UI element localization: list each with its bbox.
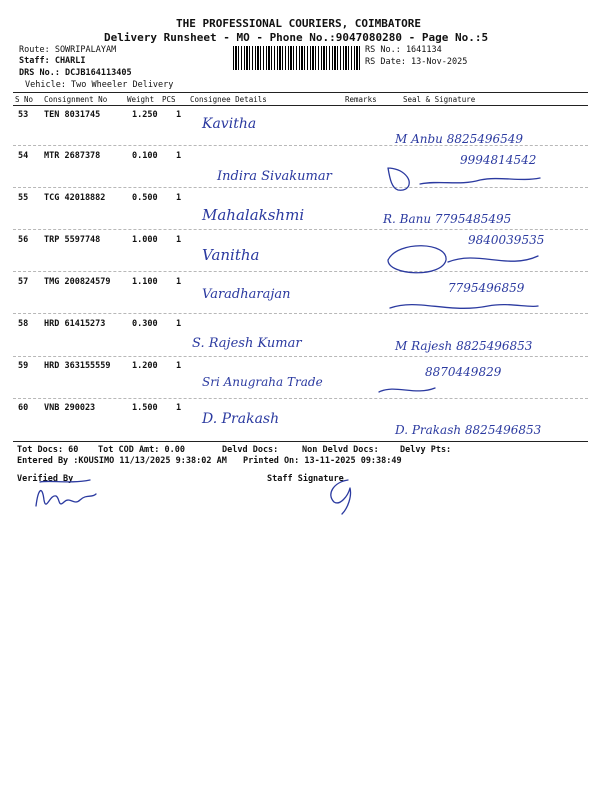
svg-text:7795496859: 7795496859 — [448, 281, 525, 295]
handwriting-seal-59 — [375, 362, 575, 398]
row-pcs: 1 — [176, 277, 182, 287]
col-consignee: Consignee Details — [190, 95, 267, 104]
svg-text:9840039535: 9840039535 — [468, 233, 545, 247]
svg-text:D. Prakash 8825496853: D. Prakash 8825496853 — [395, 423, 542, 437]
staff-label: Staff: CHARLI — [19, 56, 86, 66]
row-consignment: TMG 200824579 — [44, 277, 111, 287]
handwriting-consignee-57 — [200, 280, 320, 308]
row-weight: 0.300 — [132, 319, 158, 329]
row-sno: 54 — [18, 151, 29, 161]
row-consignment: MTR 2687378 — [44, 151, 101, 161]
header-rule-top — [13, 92, 588, 93]
row-weight: 0.100 — [132, 151, 158, 161]
staff-signature — [318, 476, 368, 516]
rs-date-label: RS Date: 13-Nov-2025 — [365, 57, 468, 67]
row-pcs: 1 — [176, 235, 182, 245]
printed-on: Printed On: 13-11-2025 09:38:49 — [243, 456, 402, 466]
col-pcs: PCS — [162, 95, 176, 104]
row-consignment: TCG 42018882 — [44, 193, 106, 203]
non-delvd-docs: Non Delvd Docs: — [302, 445, 379, 455]
tot-cod-amt: Tot COD Amt: 0.00 — [98, 445, 185, 455]
handwriting-consignee-58 — [190, 325, 340, 355]
handwriting-seal-56 — [378, 230, 578, 280]
svg-text:Kavitha: Kavitha — [202, 116, 257, 132]
svg-text:Sri Anugraha Trade: Sri Anugraha Trade — [202, 375, 323, 389]
row-consignment: VNB 290023 — [44, 403, 96, 413]
verified-signature — [30, 476, 100, 516]
col-remarks: Remarks — [345, 95, 377, 104]
tot-docs: Tot Docs: 60 — [17, 445, 79, 455]
row-pcs: 1 — [176, 319, 182, 329]
handwriting-seal-53 — [395, 128, 575, 150]
handwriting-seal-55 — [383, 207, 583, 232]
row-weight: 1.100 — [132, 277, 158, 287]
handwriting-seal-60 — [395, 416, 585, 444]
handwriting-consignee-56 — [200, 240, 320, 270]
staff-signature-label: Staff Signature — [267, 474, 344, 484]
svg-text:Vanitha: Vanitha — [202, 246, 260, 264]
vehicle-label: Vehicle: Two Wheeler Delivery — [25, 80, 174, 90]
row-weight: 1.000 — [132, 235, 158, 245]
handwriting-consignee-60 — [200, 405, 310, 433]
handwriting-seal-57 — [388, 278, 578, 318]
row-sno: 57 — [18, 277, 29, 287]
header-rule-bottom — [13, 105, 588, 106]
row-pcs: 1 — [176, 151, 182, 161]
col-seal: Seal & Signature — [403, 95, 476, 104]
row-sno: 55 — [18, 193, 29, 203]
row-weight: 0.500 — [132, 193, 158, 203]
row-weight: 1.250 — [132, 110, 158, 120]
row-sno: 59 — [18, 361, 29, 371]
row-pcs: 1 — [176, 361, 182, 371]
row-weight: 1.500 — [132, 403, 158, 413]
svg-text:S. Rajesh Kumar: S. Rajesh Kumar — [192, 336, 302, 351]
svg-text:D. Prakash: D. Prakash — [202, 411, 280, 427]
svg-text:R. Banu 7795485495: R. Banu 7795485495 — [383, 212, 512, 226]
handwriting-consignee-59 — [200, 368, 340, 396]
svg-text:M Rajesh 8825496853: M Rajesh 8825496853 — [395, 339, 533, 353]
svg-text:9994814542: 9994814542 — [460, 153, 537, 167]
row-consignment: HRD 363155559 — [44, 361, 111, 371]
handwriting-seal-54 — [380, 150, 580, 195]
verified-by-label: Verified By — [17, 474, 74, 484]
row-pcs: 1 — [176, 193, 182, 203]
entered-by: Entered By :KOUSIMO 11/13/2025 9:38:02 AM — [17, 456, 227, 466]
row-consignment: TRP 5597748 — [44, 235, 101, 245]
handwriting-consignee-53 — [200, 110, 310, 140]
row-sno: 53 — [18, 110, 29, 120]
route-label: Route: SOWRIPALAYAM — [19, 45, 117, 55]
barcode — [233, 46, 360, 70]
handwriting-consignee-55 — [200, 200, 330, 230]
row-weight: 1.200 — [132, 361, 158, 371]
delvy-pts: Delvy Pts: — [400, 445, 452, 455]
svg-text:M Anbu 8825496549: M Anbu 8825496549 — [395, 132, 524, 146]
row-pcs: 1 — [176, 110, 182, 120]
handwriting-seal-58 — [395, 332, 585, 360]
handwriting-consignee-54 — [215, 160, 355, 190]
col-weight: Weight — [127, 95, 155, 104]
svg-text:Mahalakshmi: Mahalakshmi — [202, 206, 305, 224]
row-divider — [13, 398, 588, 399]
svg-text:8870449829: 8870449829 — [425, 365, 502, 379]
row-sno: 58 — [18, 319, 29, 329]
drs-label: DRS No.: DCJB164113405 — [19, 68, 132, 78]
delvd-docs: Delvd Docs: — [222, 445, 279, 455]
runsheet-title: Delivery Runsheet - MO - Phone No.:9047080280 - Page No.:5 — [104, 31, 489, 44]
company-name: THE PROFESSIONAL COURIERS, COIMBATORE — [176, 17, 422, 30]
row-sno: 60 — [18, 403, 29, 413]
row-sno: 56 — [18, 235, 29, 245]
row-consignment: HRD 61415273 — [44, 319, 106, 329]
row-pcs: 1 — [176, 403, 182, 413]
rs-no-label: RS No.: 1641134 — [365, 45, 442, 55]
col-sno: S No — [15, 95, 34, 104]
col-consignment: Consignment No — [44, 95, 108, 104]
svg-text:Indira Sivakumar: Indira Sivakumar — [217, 169, 332, 184]
svg-text:Varadharajan: Varadharajan — [202, 287, 291, 302]
row-consignment: TEN 8031745 — [44, 110, 101, 120]
